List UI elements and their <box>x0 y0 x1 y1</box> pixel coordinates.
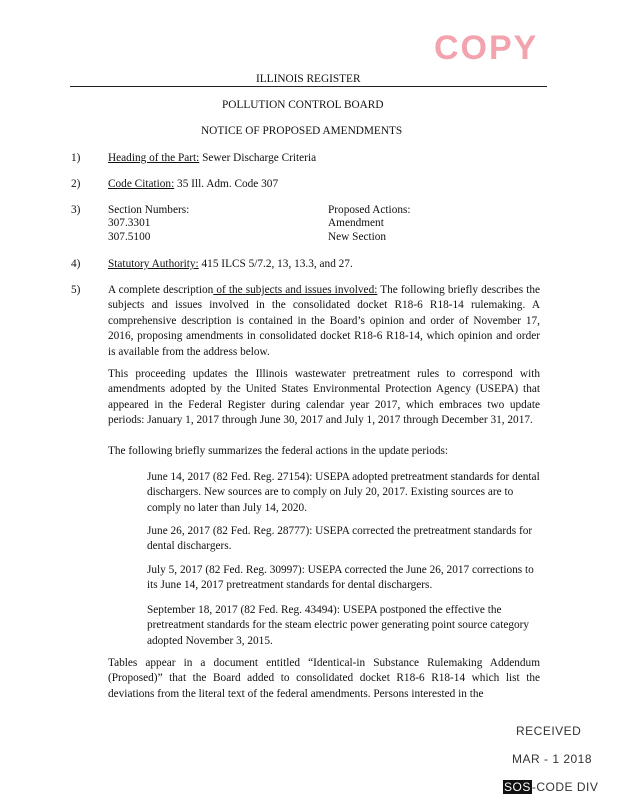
federal-action-text: June 14, 2017 (82 Fed. Reg. 27154): USEPA adopted pretreatment standards for dental dischargers. New sources are to comply on July 20, 2017. Existing sources are to comply no later than July 14, 2020. <box>147 471 540 514</box>
paragraph-text: The following briefly summarizes the federal actions in the update periods: <box>108 445 449 457</box>
federal-action <box>147 563 540 594</box>
copy-stamp: COPY <box>434 29 539 67</box>
paragraph-text: Tables appear in a document entitled “Identical-in Substance Rulemaking Addendum (Proposed)” that the Board added to consolidated docket R18-6 R18-14 which list the deviations from the literal text of the federal amendments. Persons interested in the <box>108 657 540 700</box>
description-paragraph-3 <box>108 444 540 459</box>
item-number: 1) <box>71 152 81 164</box>
description-paragraph-2 <box>108 367 540 429</box>
section-number: 307.3301 <box>108 217 151 229</box>
received-date: MAR - 1 2018 <box>512 752 593 766</box>
board-title: POLLUTION CONTROL BOARD <box>222 99 384 111</box>
federal-action-text: September 18, 2017 (82 Fed. Reg. 43494): USEPA postponed the effective the pretreatment standards for the steam electric power generating point source category adopted November 3, 2015. <box>147 604 530 647</box>
item-value: Sewer Discharge Criteria <box>202 152 317 164</box>
section-numbers-header: Section Numbers: <box>108 204 190 216</box>
item-label: Code Citation: <box>108 178 175 190</box>
federal-action-text: July 5, 2017 (82 Fed. Reg. 30997): USEPA corrected the June 26, 2017 corrections to its June 14, 2017 pretreatment standards for dental dischargers. <box>147 564 534 592</box>
notice-title: NOTICE OF PROPOSED AMENDMENTS <box>201 125 403 137</box>
item-value: 415 ILCS 5/7.2, 13, 13.3, and 27. <box>201 258 353 270</box>
item-value: 35 Ill. Adm. Code 307 <box>177 178 279 190</box>
paragraph-text: This proceeding updates the Illinois wastewater pretreatment rules to correspond with amendments adopted by the United States Environmental Protection Agency (USEPA) that appeared in the Federal Register during calendar year 2017, which embraces two update periods: January 1, 2017 through June 30, 2017 and July 1, 2017 through December 31, 2017. <box>108 368 540 427</box>
item-label: Heading of the Part: <box>108 152 200 164</box>
dept-code-div: -CODE DIV <box>531 780 599 794</box>
received-stamp: RECEIVED <box>516 724 582 738</box>
description-text: The following briefly describes the subjects and issues involved in the consolidated docket R18-6 R18-14 rulemaking. A comprehensive description is contained in the Board’s opinion and order of November 17, 2016, proposing amendments in consolidated docket R18-6 R18-14, which opinion and order is available from the address below. <box>108 284 540 358</box>
federal-action <box>147 470 540 516</box>
register-title: ILLINOIS REGISTER <box>256 73 361 85</box>
proposed-action: New Section <box>328 231 387 243</box>
received-department <box>503 780 598 795</box>
federal-action <box>147 524 540 555</box>
item-number: 5) <box>71 284 81 296</box>
proposed-action: Amendment <box>328 217 384 229</box>
item-code-citation <box>108 177 278 192</box>
description-label-a: A complete description <box>108 284 214 296</box>
header-rule <box>70 86 547 87</box>
section-number: 307.5100 <box>108 231 151 243</box>
description-paragraph-4 <box>108 656 540 702</box>
item-label: Statutory Authority: <box>108 258 199 270</box>
item-number: 4) <box>71 258 81 270</box>
proposed-actions-header: Proposed Actions: <box>328 204 411 216</box>
federal-action-text: June 26, 2017 (82 Fed. Reg. 28777): USEPA corrected the pretreatment standards for dental dischargers. <box>147 525 533 553</box>
item-number: 2) <box>71 178 81 190</box>
item-statutory-authority <box>108 257 353 272</box>
description-label-b: of the subjects and issues involved: <box>213 284 378 296</box>
federal-action <box>147 603 540 649</box>
description-paragraph-1 <box>108 283 540 360</box>
dept-sos: SOS <box>504 780 531 794</box>
item-heading-of-part <box>108 151 316 166</box>
item-number: 3) <box>71 204 81 216</box>
